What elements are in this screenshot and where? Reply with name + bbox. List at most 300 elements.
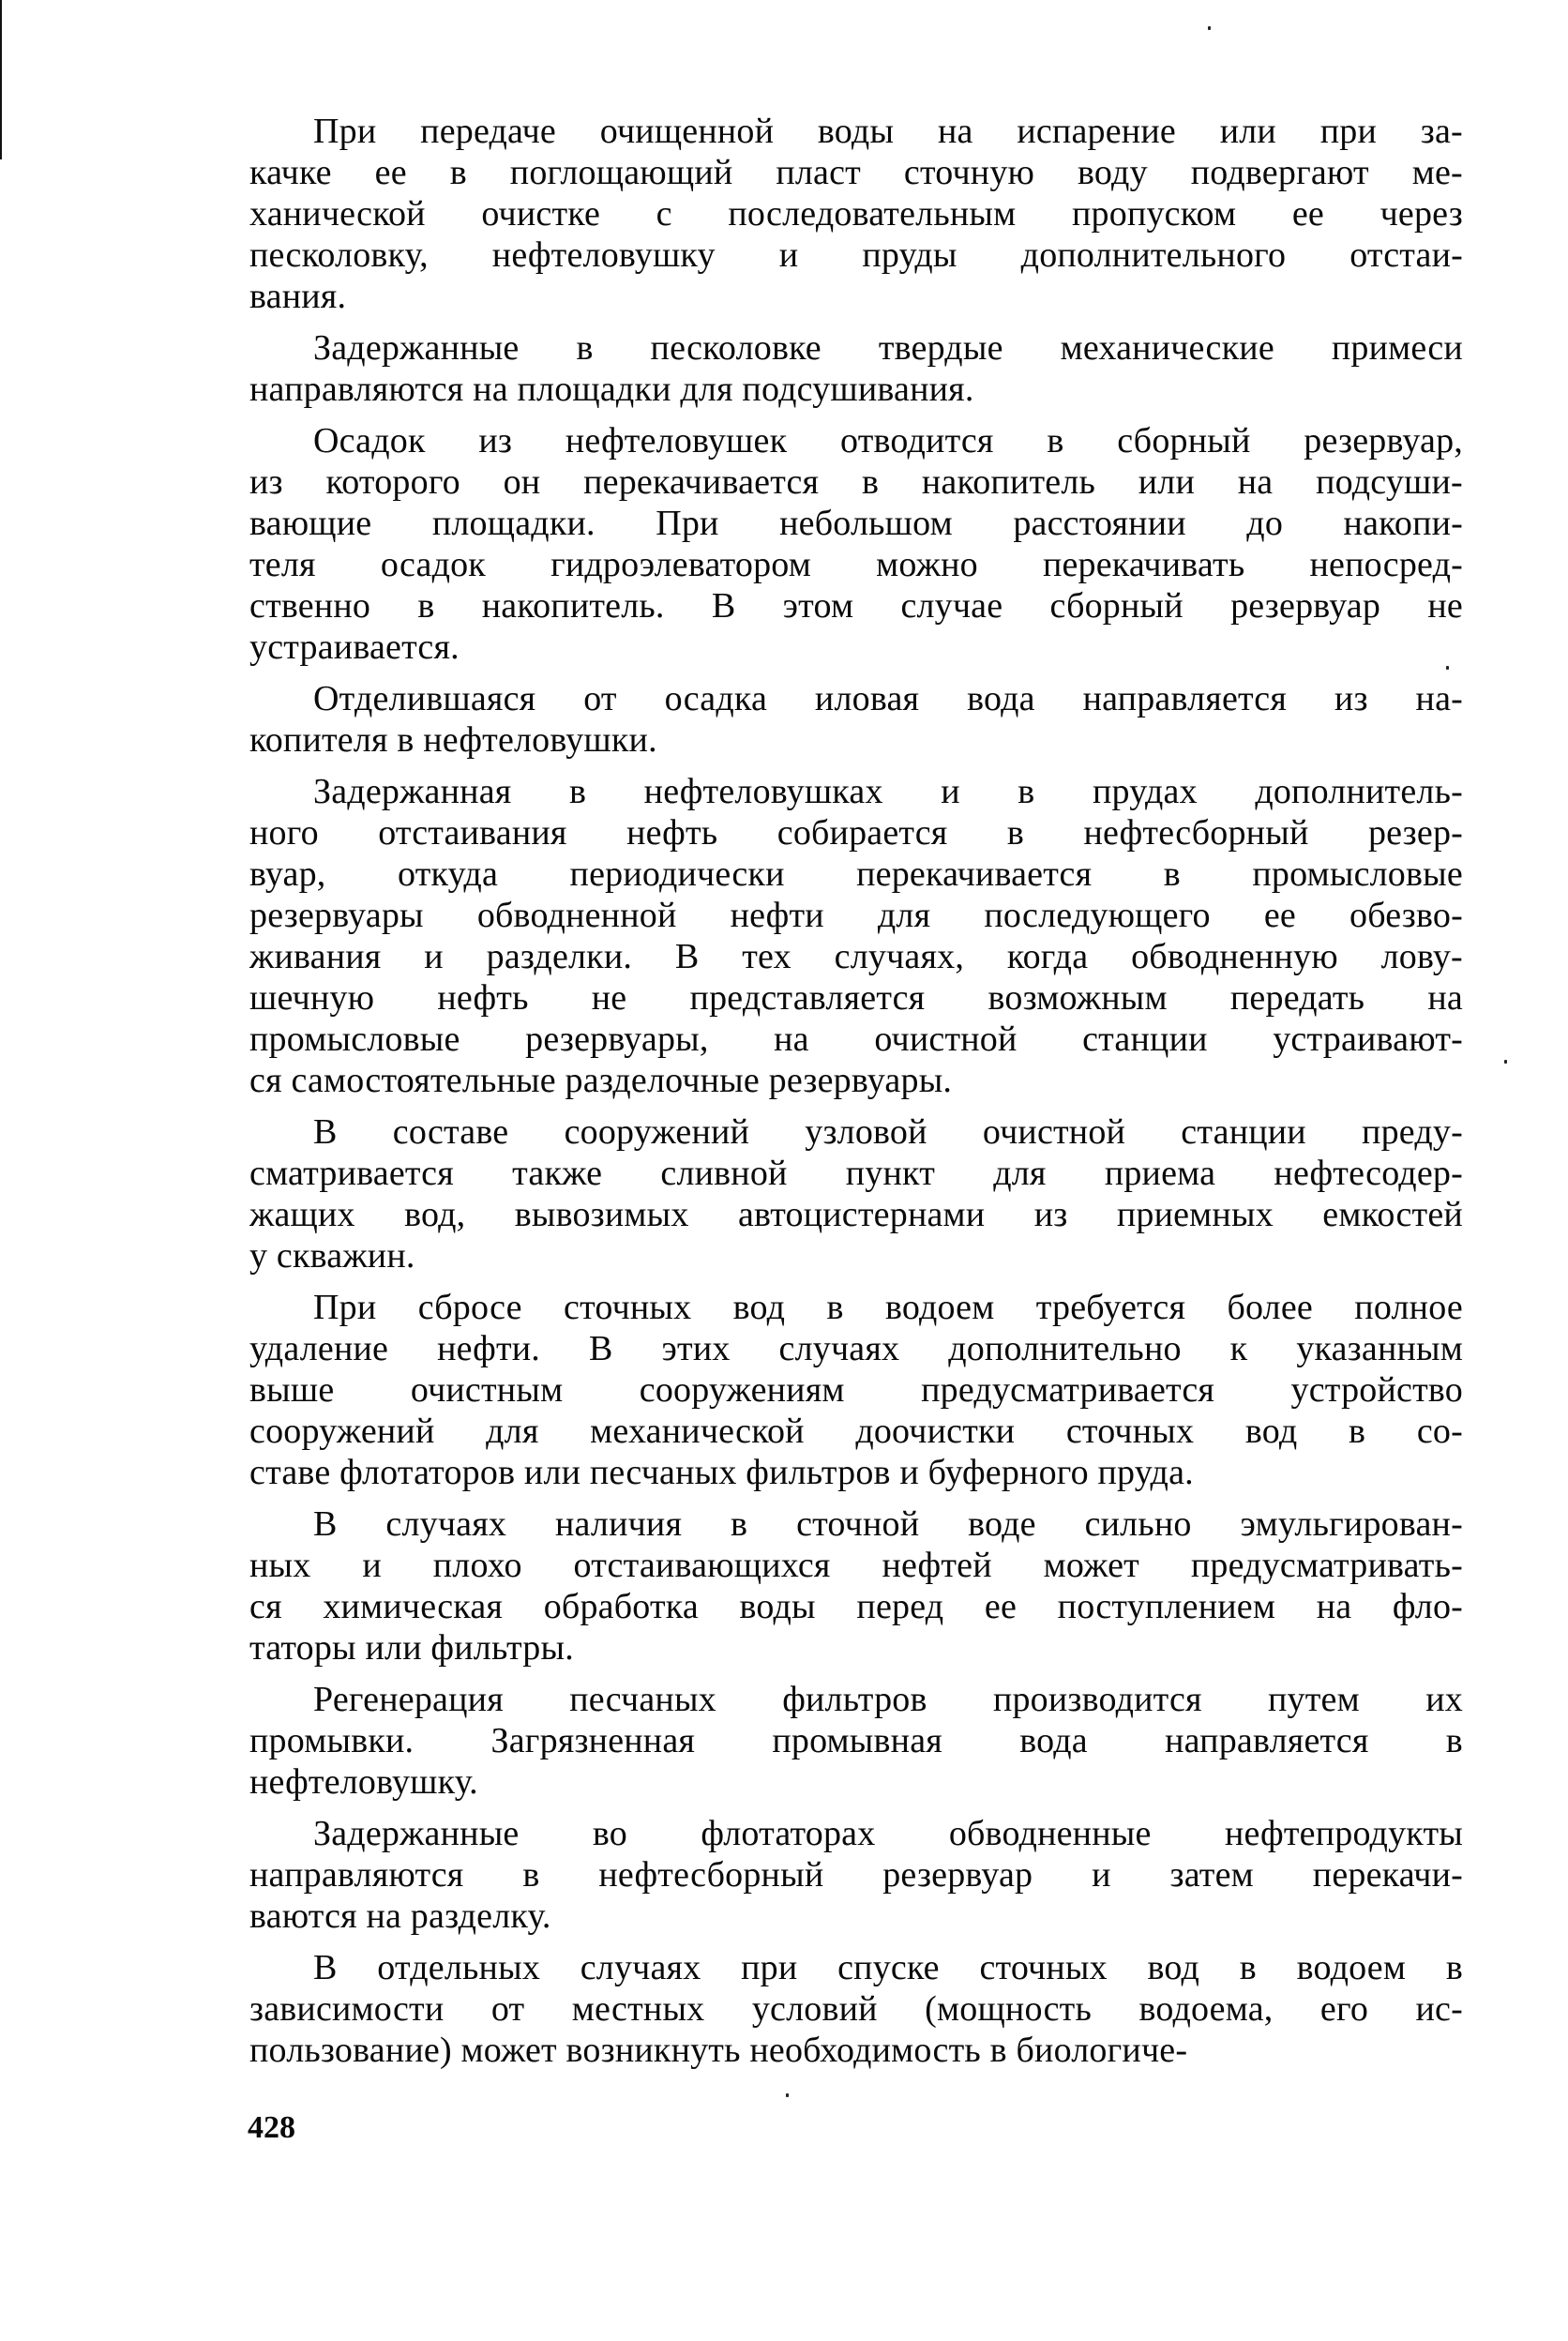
word: отстаивающихся — [573, 1546, 831, 1585]
scan-edge-line — [0, 0, 2, 159]
word: химическая — [323, 1587, 504, 1626]
word: дополнительно — [948, 1329, 1182, 1368]
word: с — [656, 194, 672, 234]
word: к — [1229, 1329, 1248, 1368]
word: сборный — [1049, 586, 1184, 626]
word: вывозимых — [514, 1195, 689, 1234]
text-line-content: устраивается. — [249, 627, 460, 667]
word: В — [313, 1504, 338, 1544]
word: в — [1349, 1412, 1366, 1451]
word: ее — [1263, 896, 1296, 935]
word: емкостей — [1322, 1195, 1463, 1234]
word: и — [1092, 1855, 1111, 1895]
text-line — [249, 771, 1463, 812]
text-line-content — [313, 771, 1463, 812]
word: автоцистернами — [737, 1195, 986, 1234]
word: При — [656, 504, 719, 543]
text-line — [249, 1111, 1463, 1153]
word: тех — [742, 937, 792, 976]
word: более — [1227, 1288, 1313, 1327]
text-line — [249, 585, 1463, 627]
text-line — [249, 678, 1463, 719]
word: накопи- — [1343, 504, 1463, 543]
word: промывная — [772, 1721, 942, 1760]
word: нефтеловушках — [643, 772, 883, 811]
word: очистке — [481, 194, 601, 234]
text-line — [249, 719, 1463, 761]
word: ее — [374, 153, 407, 192]
word: условий — [751, 1989, 878, 2029]
word: представляется — [689, 978, 926, 1018]
word: шечную — [249, 978, 375, 1018]
word: Задержанные — [313, 1814, 520, 1853]
word: в — [1163, 854, 1181, 894]
word: испарение — [1017, 112, 1176, 151]
paragraph — [249, 678, 1463, 761]
word: преду- — [1362, 1112, 1463, 1152]
text-line — [249, 420, 1463, 461]
text-line-content — [249, 1328, 1463, 1369]
word: Задержанные — [313, 328, 520, 368]
word: составе — [392, 1112, 509, 1152]
text-line-content: ставе флотаторов или песчаных фильтров и буферного пруда. — [249, 1453, 1194, 1492]
paragraph — [249, 111, 1463, 317]
word: В — [313, 1948, 338, 1987]
word: предусматривать- — [1190, 1546, 1463, 1585]
word: механические — [1060, 328, 1274, 368]
word: приемных — [1116, 1195, 1274, 1234]
word: сточных — [564, 1288, 692, 1327]
text-line-content — [249, 1854, 1463, 1895]
word: перекачивать — [1042, 545, 1245, 584]
word: прудах — [1092, 772, 1198, 811]
text-line-content — [249, 1720, 1463, 1761]
text-line-content — [249, 1545, 1463, 1586]
word: ных — [249, 1546, 311, 1585]
word: нефтесборный — [1083, 813, 1309, 853]
paragraph — [249, 1947, 1463, 2071]
text-line — [249, 503, 1463, 544]
word: возможным — [988, 978, 1168, 1018]
word: теля — [249, 545, 316, 584]
text-line — [249, 111, 1463, 152]
text-line — [249, 1679, 1463, 1720]
text-line — [249, 152, 1463, 193]
text-line — [249, 1369, 1463, 1411]
word: отстаивания — [378, 813, 567, 853]
text-line — [249, 1287, 1463, 1328]
word: приема — [1104, 1154, 1216, 1193]
word: последующего — [984, 896, 1211, 935]
text-line — [249, 1153, 1463, 1194]
word: очищенной — [599, 112, 775, 151]
word: которого — [325, 462, 460, 502]
text-line — [249, 1947, 1463, 1988]
text-line — [249, 1060, 1463, 1101]
word: направляются — [249, 1855, 464, 1895]
word: фло- — [1392, 1587, 1463, 1626]
word: периодически — [569, 854, 785, 894]
word: направляется — [1082, 679, 1288, 718]
word: для — [486, 1412, 539, 1451]
text-line — [249, 1813, 1463, 1854]
word: перекачивается — [583, 462, 820, 502]
word: не — [591, 978, 627, 1018]
word: случаях — [385, 1504, 507, 1544]
word: со- — [1416, 1412, 1463, 1451]
text-line — [249, 544, 1463, 585]
word: накопитель. — [481, 586, 665, 626]
word: водоема, — [1138, 1989, 1274, 2029]
word: ее — [984, 1587, 1018, 1626]
word: вод — [1147, 1948, 1200, 1987]
word: сливной — [660, 1154, 788, 1193]
text-line-content: ваются на разделку. — [249, 1896, 551, 1936]
word: нефтесодер- — [1274, 1154, 1463, 1193]
text-line-content — [313, 1947, 1463, 1988]
word: указанным — [1296, 1329, 1463, 1368]
word: путем — [1268, 1680, 1360, 1719]
word: этом — [782, 586, 854, 626]
word: сточных — [979, 1948, 1108, 1987]
text-line-content — [249, 1369, 1463, 1411]
text-line — [249, 1194, 1463, 1235]
word: ного — [249, 813, 319, 853]
text-line-content — [249, 977, 1463, 1019]
word: иловая — [814, 679, 920, 718]
word: качке — [249, 153, 332, 192]
word: ся — [249, 1587, 282, 1626]
word: через — [1380, 194, 1463, 234]
word: резервуар — [1230, 586, 1381, 626]
word: сооружений — [249, 1412, 435, 1451]
word: В — [588, 1329, 613, 1368]
text-line — [249, 1019, 1463, 1060]
text-line — [249, 461, 1463, 503]
word: можно — [876, 545, 978, 584]
word: из — [1033, 1195, 1068, 1234]
word: непосред- — [1309, 545, 1463, 584]
word: на- — [1415, 679, 1463, 718]
paragraph — [249, 1287, 1463, 1493]
word: воды — [739, 1587, 816, 1626]
word: ме- — [1411, 153, 1463, 192]
word: нефтесборный — [598, 1855, 824, 1895]
word: обводненной — [476, 896, 677, 935]
word: отстаи- — [1349, 235, 1463, 275]
word: от — [490, 1989, 525, 2029]
text-line-content — [249, 503, 1463, 544]
word: требуется — [1035, 1288, 1186, 1327]
word: в — [731, 1504, 748, 1544]
word: Осадок — [313, 421, 426, 461]
word: обработка — [543, 1587, 699, 1626]
scan-speck — [786, 2093, 789, 2097]
word: пруды — [862, 235, 957, 275]
text-line-content — [313, 678, 1463, 719]
word: при — [741, 1948, 798, 1987]
word: песколовке — [650, 328, 822, 368]
word: пропуском — [1072, 194, 1237, 234]
text-line — [249, 1627, 1463, 1669]
word: затем — [1169, 1855, 1254, 1895]
text-line-content — [249, 1411, 1463, 1452]
scan-speck — [1504, 1060, 1507, 1064]
text-line — [249, 895, 1463, 936]
paragraph — [249, 1111, 1463, 1276]
text-line-content — [249, 585, 1463, 627]
word: ханической — [249, 194, 426, 234]
word: сооружениям — [639, 1370, 845, 1410]
word: на — [937, 112, 973, 151]
word: выше — [249, 1370, 335, 1410]
page-body — [249, 111, 1463, 2081]
word: в — [1445, 1948, 1463, 1987]
word: для — [877, 896, 931, 935]
word: нефть — [437, 978, 529, 1018]
word: нефтеловушек — [565, 421, 788, 461]
scan-speck — [1208, 26, 1211, 30]
text-line-content — [313, 327, 1463, 369]
text-line-content — [249, 1194, 1463, 1235]
word: ее — [1291, 194, 1324, 234]
word: вод — [732, 1288, 786, 1327]
paragraph — [249, 771, 1463, 1101]
word: сточную — [903, 153, 1035, 192]
word: в — [861, 462, 880, 502]
text-line-content — [249, 853, 1463, 895]
word: спуске — [837, 1948, 940, 1987]
word: поступлением — [1057, 1587, 1276, 1626]
word: Отделившаяся — [313, 679, 536, 718]
word: вуар, — [249, 854, 326, 894]
text-line — [249, 1503, 1463, 1545]
word: или — [1219, 112, 1276, 151]
text-line — [249, 369, 1463, 410]
word: дополнительного — [1020, 235, 1287, 275]
word: В — [313, 1112, 338, 1152]
word: в — [522, 1855, 540, 1895]
word: в — [576, 328, 594, 368]
word: от — [583, 679, 617, 718]
text-line-content — [249, 461, 1463, 503]
word: промысловые — [1252, 854, 1463, 894]
text-line-content: таторы или фильтры. — [249, 1628, 574, 1668]
text-line — [249, 327, 1463, 369]
paragraph — [249, 420, 1463, 668]
text-line-content: у скважин. — [249, 1236, 415, 1276]
word: отдельных — [377, 1948, 541, 1987]
word: не — [1427, 586, 1463, 626]
word: станции — [1082, 1019, 1208, 1059]
word: резер- — [1367, 813, 1463, 853]
word: последовательным — [728, 194, 1017, 234]
text-line — [249, 1895, 1463, 1937]
text-line — [249, 193, 1463, 234]
word: в — [449, 153, 467, 192]
text-line-content — [249, 544, 1463, 585]
paragraph — [249, 327, 1463, 410]
word: и — [362, 1546, 382, 1585]
word: примеси — [1331, 328, 1463, 368]
text-line-content — [249, 812, 1463, 853]
word: Регенерация — [313, 1680, 504, 1719]
text-line-content — [313, 420, 1463, 461]
word: собирается — [776, 813, 948, 853]
page-number: 428 — [248, 2110, 295, 2145]
word: из — [478, 421, 513, 461]
word: и — [424, 937, 444, 976]
text-line-content — [249, 1586, 1463, 1627]
word: обезво- — [1349, 896, 1463, 935]
word: случаях — [778, 1329, 900, 1368]
word: подвергают — [1190, 153, 1369, 192]
word: станции — [1181, 1112, 1306, 1152]
text-line — [249, 1235, 1463, 1276]
word: перекачивается — [856, 854, 1093, 894]
text-line-content — [313, 1679, 1463, 1720]
word: его — [1319, 1989, 1369, 2029]
word: воде — [968, 1504, 1036, 1544]
word: случае — [900, 586, 1003, 626]
word: на — [774, 1019, 809, 1059]
word: и — [941, 772, 960, 811]
word: нефти — [730, 896, 824, 935]
word: сточных — [1065, 1412, 1195, 1451]
paragraph — [249, 1813, 1463, 1937]
text-line-content: направляются на площадки для подсушивания. — [249, 370, 974, 409]
word: из — [1334, 679, 1368, 718]
word: сточной — [796, 1504, 920, 1544]
word: эмульгирован- — [1240, 1504, 1463, 1544]
word: перед — [856, 1587, 944, 1626]
word: или — [1138, 462, 1196, 502]
word: из — [249, 462, 283, 502]
word: в — [1006, 813, 1025, 853]
word: песколовку, — [249, 235, 429, 275]
word: этих — [661, 1329, 731, 1368]
word: также — [512, 1154, 603, 1193]
word: на — [1427, 978, 1463, 1018]
word: резервуары, — [525, 1019, 709, 1059]
word: предусматривается — [921, 1370, 1215, 1410]
word: сильно — [1084, 1504, 1192, 1544]
word: плохо — [432, 1546, 522, 1585]
text-line-content — [249, 152, 1463, 193]
word: отводится — [840, 421, 994, 461]
word: случаях — [580, 1948, 701, 1987]
word: пласт — [776, 153, 861, 192]
word: В — [711, 586, 736, 626]
word: лову- — [1380, 937, 1463, 976]
text-line — [249, 1328, 1463, 1369]
text-line-content — [313, 1503, 1463, 1545]
word: разделки. — [486, 937, 633, 976]
text-line-content: пользование) может возникнуть необходимость в биологиче- — [249, 2031, 1188, 2070]
word: водоем — [1296, 1948, 1407, 1987]
word: когда — [1006, 937, 1089, 976]
text-line-content: ся самостоятельные разделочные резервуары. — [249, 1061, 953, 1100]
word: на — [1237, 462, 1274, 502]
word: в — [1047, 421, 1064, 461]
word: в — [826, 1288, 844, 1327]
word: вод — [1244, 1412, 1298, 1451]
word: воду — [1078, 153, 1148, 192]
word: (мощность — [925, 1989, 1092, 2029]
text-line-content: вания. — [249, 277, 347, 316]
word: может — [1043, 1546, 1139, 1585]
word: в — [1239, 1948, 1257, 1987]
word: узловой — [805, 1112, 927, 1152]
word: производится — [992, 1680, 1202, 1719]
text-line-content — [249, 193, 1463, 234]
text-line — [249, 276, 1463, 317]
word: накопитель — [921, 462, 1096, 502]
word: дополнитель- — [1255, 772, 1463, 811]
word: жащих — [249, 1195, 355, 1234]
word: направляется — [1165, 1721, 1369, 1760]
text-line-content — [249, 895, 1463, 936]
text-line — [249, 936, 1463, 977]
text-line-content: нефтеловушку. — [249, 1762, 478, 1802]
word: нефти. — [437, 1329, 541, 1368]
word: сматривается — [249, 1154, 454, 1193]
word: до — [1246, 504, 1284, 543]
word: промысловые — [249, 1019, 460, 1059]
text-line — [249, 977, 1463, 1019]
word: При — [313, 1288, 377, 1327]
word: нефтеловушку — [491, 235, 716, 275]
word: вода — [967, 679, 1035, 718]
word: осадка — [664, 679, 768, 718]
text-line-content — [249, 234, 1463, 276]
text-line-content: копителя в нефтеловушки. — [249, 720, 657, 760]
word: во — [592, 1814, 627, 1853]
word: промывки. — [249, 1721, 415, 1760]
word: Задержанная — [313, 772, 512, 811]
paragraph — [249, 1679, 1463, 1803]
word: вод, — [404, 1195, 466, 1234]
word: небольшом — [779, 504, 953, 543]
word: вающие — [249, 504, 372, 543]
text-line-content — [249, 1019, 1463, 1060]
word: резервуар, — [1304, 421, 1463, 461]
word: пункт — [845, 1154, 936, 1193]
text-line-content — [249, 936, 1463, 977]
word: нефтей — [882, 1546, 992, 1585]
word: живания — [249, 937, 382, 976]
word: в — [417, 586, 435, 626]
text-line — [249, 1452, 1463, 1493]
word: в — [568, 772, 587, 811]
word: В — [674, 937, 700, 976]
text-line-content — [313, 1111, 1463, 1153]
word: при — [1319, 112, 1377, 151]
word: подсуши- — [1316, 462, 1463, 502]
word: осадок — [380, 545, 486, 584]
word: наличия — [554, 1504, 683, 1544]
text-line — [249, 2030, 1463, 2071]
word: площадки. — [431, 504, 596, 543]
text-line — [249, 853, 1463, 895]
text-line — [249, 1545, 1463, 1586]
word: водоем — [884, 1288, 995, 1327]
word: механической — [590, 1412, 805, 1451]
word: откуда — [398, 854, 499, 894]
text-line — [249, 1988, 1463, 2030]
word: нефть — [626, 813, 718, 853]
word: резервуар — [882, 1855, 1033, 1895]
